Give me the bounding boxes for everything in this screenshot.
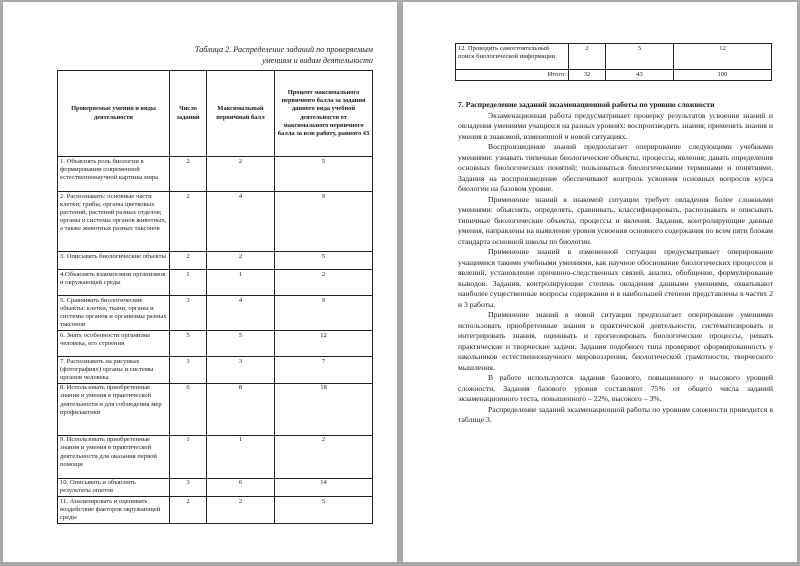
cell-count: 1 [170,270,207,296]
skills-distribution-table [57,70,373,524]
cell-count: 2 [170,157,207,192]
cell-percent: 2 [275,435,373,478]
table-row [456,44,772,70]
cell-max-score: 2 [207,497,275,524]
body-text [458,100,773,426]
cell-skill: 10. Описывать и объяснять результаты опытов [58,478,170,496]
cell-count: 5 [170,331,207,357]
cell-skill: 7. Распознавать на рисунках (фотографиях) органы и системы органов человека [58,357,170,384]
total-max-score: 43 [606,70,674,81]
cell-max-score: 1 [207,270,275,296]
table-row [58,192,373,252]
cell-percent: 12 [275,331,373,357]
cell-skill: 2. Распознавать: основные части клетки; грибы, органы цветковых растений, растений разных отделов; органы и системы органов животных, а также животных разных таксонов [58,192,170,252]
cell-max-score: 5 [606,44,674,70]
cell-count: 2 [170,252,207,270]
table-caption [163,44,373,66]
paragraph: Распределение заданий экзаменационной работы по уровням сложности приводится в таблице 3. [458,404,773,424]
table-row [58,435,373,478]
cell-skill: 6. Знать особенности организма человека, его строения [58,331,170,357]
cell-percent: 5 [275,497,373,524]
cell-max-score: 8 [207,383,275,435]
cell-percent: 9 [275,296,373,331]
document-page-left [3,2,397,562]
header-percent: Процент максимального первичного балла за задания данного вида учебной деятельности от максимального первичного балла за всю работу, равного 43 [275,71,373,157]
table-row [58,157,373,192]
cell-max-score: 2 [207,157,275,192]
cell-percent: 14 [275,478,373,496]
cell-count: 2 [569,44,606,70]
cell-skill: 8. Использовать приобретенные знания и умения в практической деятельности и для соблюдения мер профилактики [58,383,170,435]
cell-count: 3 [170,478,207,496]
caption-line-2: умениям и видам деятельности [262,56,373,65]
table-row [58,478,373,496]
cell-percent: 5 [275,252,373,270]
total-percent: 100 [674,70,772,81]
cell-skill: 9. Использовать приобретенные знания и умения в практической деятельности для оказания первой помощи [58,435,170,478]
cell-max-score: 5 [207,331,275,357]
cell-skill: 3. Описывать биологические объекты [58,252,170,270]
cell-skill: 12. Проводить самостоятельный поиск биологической информации [456,44,569,70]
table-row [58,331,373,357]
cell-percent: 2 [275,270,373,296]
cell-count: 2 [170,497,207,524]
skills-distribution-table-continued [455,43,772,81]
cell-count: 2 [170,192,207,252]
cell-count: 3 [170,357,207,384]
cell-max-score: 4 [207,296,275,331]
section-heading: 7. Распределение заданий экзаменационной работы по уровню сложности [458,100,715,109]
cell-count: 3 [170,296,207,331]
caption-line-1: Таблица 2. Распределение заданий по проверяемым [194,45,373,54]
cell-max-score: 1 [207,435,275,478]
table-row [58,357,373,384]
header-count: Число заданий [170,71,207,157]
paragraph: Применение знаний в знакомой ситуации требует овладения более сложными умениями: объяснять, определять, сравнивать, классифицировать, распознавать и описывать типичные биологические объекты, процессы и явления. Задания, контролирующие данные умения, направлены на выявление уровня усвоения основного содержания по всем пяти блокам стандарта основной школы по биологии. [458,194,773,246]
paragraph: Воспроизведение знаний предполагает оперирование следующими учебными умениями: узнавать типичные биологические объекты, процессы, явления; давать определения основных биологических понятий; пользоваться биологическими терминами и понятиями. Задания на воспроизведение обеспечивают контроль усвоения основных вопросов курса биологии на базовом уровне. [458,142,773,193]
cell-percent: 18 [275,383,373,435]
table-row [58,296,373,331]
cell-skill: 1. Объяснять роль биологии в формировании современной естественнонаучной картины мира [58,157,170,192]
cell-count: 6 [170,383,207,435]
table-total-row [456,70,772,81]
header-max-score: Максимальный первичный балл [207,71,275,157]
paragraph: В работе используются задания базового, повышенного и высокого уровней сложности. Задания базового уровня составляют 75% от общего числа заданий экзаменационного теста, повышенного – 22%, высокого – 3%. [458,373,773,403]
cell-max-score: 6 [207,478,275,496]
cell-percent: 9 [275,192,373,252]
cell-skill: 11. Анализировать и оценивать воздействие факторов окружающей среды [58,497,170,524]
table-row [58,497,373,524]
table-row [58,270,373,296]
cell-percent: 12 [674,44,772,70]
table-header-row [58,71,373,157]
cell-skill: 4.Объяснять взаимосвязи организмов и окружающей среды [58,270,170,296]
paragraph: Экзаменационная работа предусматривает проверку результатов усвоения знаний и овладения умениями учащихся на разных уровнях: воспроизводить знания; применять знания и умения в знакомой, измененной и новой ситуациях. [458,110,773,141]
table-row [58,252,373,270]
cell-percent: 5 [275,157,373,192]
document-page-right [403,2,797,562]
cell-percent: 7 [275,357,373,384]
header-skills: Проверяемые умения и виды деятельности [58,71,170,157]
total-count: 32 [569,70,606,81]
cell-count: 1 [170,435,207,478]
total-label: Итого: [456,70,569,81]
paragraph: Применение знаний в новой ситуации предполагает оперирование умениями использовать приобретенные знания в практической деятельности, систематизировать и интегрировать знания, оценивать и прогнозировать биологические процессы, решать практические и творческие задачи. Задания подобного типа проверяют сформированность у школьников естественнонаучного мировоззрения, биологической грамотности, творческого мышления. [458,310,773,372]
table-row [58,383,373,435]
cell-max-score: 2 [207,252,275,270]
paragraph: Применение знаний в измененной ситуации предусматривает оперирование учащимися такими учебными умениями, как научное обоснование биологических процессов и явлений, установление причинно-следственных связей, анализ, обобщение, формулирование выводов. Задания, контролирующие степень овладения данными умениями, охватывают наиболее существенные вопросы содержания и в наибольшей степени представлены в частях 2 и 3 работы. [458,247,773,309]
cell-max-score: 3 [207,357,275,384]
cell-skill: 5. Сравнивать биологические объекты: клетки, ткани, органы и системы органов и организмы разных таксонов [58,296,170,331]
cell-max-score: 4 [207,192,275,252]
